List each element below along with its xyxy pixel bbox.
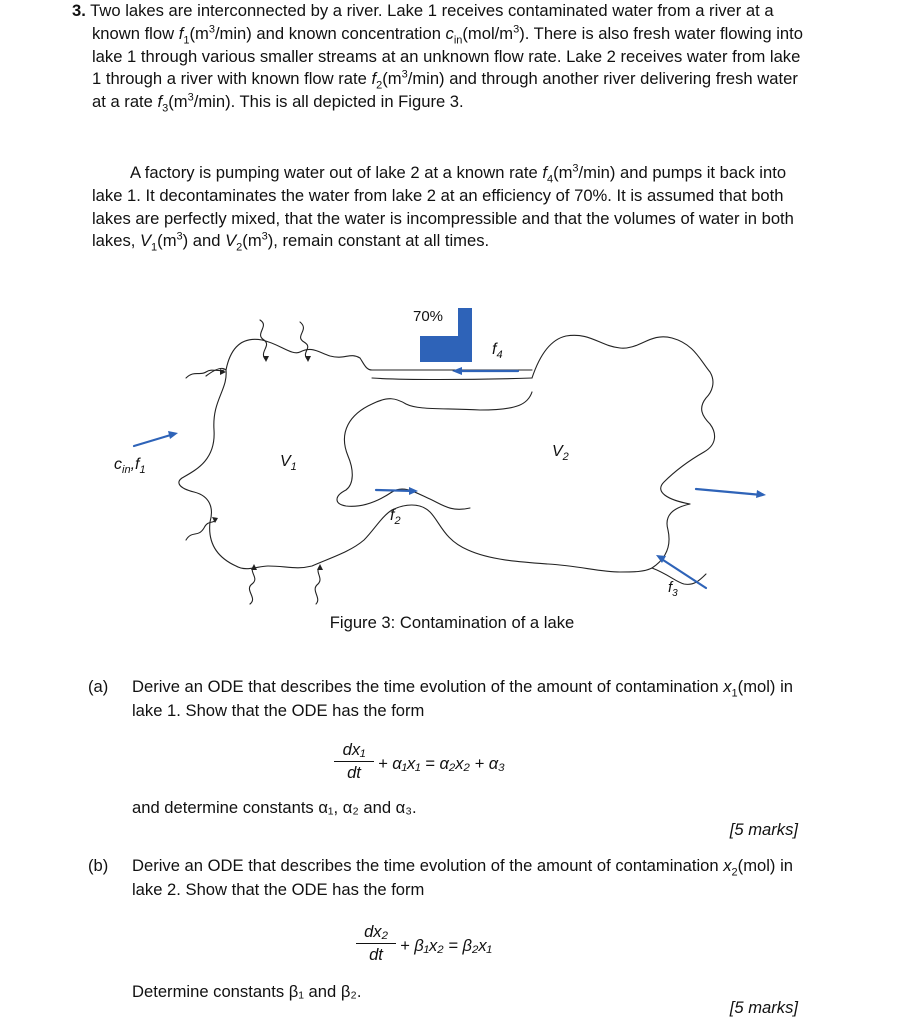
f2-arrow [376, 490, 414, 491]
cin-f1-arrowhead [168, 431, 178, 439]
f3-label: $f_3$ [668, 579, 678, 599]
part-a-fraction [334, 740, 374, 783]
peninsula-shore [337, 392, 532, 509]
cin-f1-label: $c_{in},f_1$ [114, 456, 146, 476]
question-paragraph-1: 3. Two lakes are interconnected by a river. Lake 1 receives contaminated water from a river at a known flow $f_1(m^3/\min)$ and known concentration $c_{in}(mol/m^3)$. There is also fresh water flowing into lake 1 through various smaller streams at an unknown flow rate. Lake 2 receives water from lake 1 through a river with known flow rate $f_2(m^3/\min)$ and through another river delivering fresh water at a rate $f_3(m^3/\min)$. This is all depicted in Figure 3. [72, 1, 803, 115]
question-number: 3. [72, 1, 86, 20]
f4-label: $f_4$ [492, 341, 503, 361]
lake2-bottom-shore [392, 505, 652, 572]
stream-arrowhead-5 [251, 564, 257, 570]
factory-efficiency-label: 70% [413, 308, 444, 325]
stream-left [186, 370, 224, 378]
figure-caption: Figure 3: Contamination of a lake [329, 613, 575, 632]
part-b-numerator: dx₂ [356, 922, 396, 944]
river-channel-lower [372, 378, 532, 380]
V2-label: $V_2$ [552, 443, 569, 463]
part-a-text: Derive an ODE that describes the time evolution of the amount of contamination $x_1(mol)$ in lake 1. Show that the ODE has the form [132, 677, 793, 720]
cin-f1-arrow [134, 434, 174, 446]
part-b-label: (b) [88, 856, 109, 875]
stream-bottom-left [186, 520, 216, 540]
stream-arrowhead-1 [263, 356, 269, 362]
part-a [88, 675, 808, 723]
part-b-denominator: dt [369, 945, 383, 964]
stream-arrowhead-6 [317, 564, 323, 570]
part-a-equation-rhs: + α₁x₁ = α₂x₂ + α₃ [378, 754, 505, 773]
lake2-outlet-shore [652, 504, 690, 568]
outflow-arrow [696, 489, 762, 495]
lake1-left-shore [179, 370, 226, 522]
part-a-denominator: dt [347, 763, 361, 782]
part-b-equation-rhs: + β₁x₂ = β₂x₁ [400, 936, 492, 955]
part-b-text: Derive an ODE that describes the time evolution of the amount of contamination $x_2(mol)$ in lake 2. Show that the ODE has the form [132, 856, 793, 899]
lake1-bottom-shore [210, 510, 392, 569]
part-b-determine: Determine constants β₁ and β₂. [132, 982, 362, 1001]
part-b-fraction [356, 922, 396, 965]
stream-bottom-2 [315, 566, 320, 604]
f4-arrowhead [452, 367, 462, 375]
f2-label: $f_2$ [390, 507, 401, 527]
outflow-arrowhead [756, 490, 766, 498]
part-b [88, 854, 808, 902]
lake1-top-shore [206, 339, 372, 376]
stream-top-2 [300, 322, 308, 360]
part-b-marks: [5 marks] [729, 998, 798, 1017]
stream-bottom-1 [249, 566, 254, 604]
part-a-determine: and determine constants α₁, α₂ and α₃. [132, 798, 417, 817]
part-a-label: (a) [88, 677, 109, 696]
stream-arrowhead-2 [305, 356, 311, 362]
part-a-numerator: dx₁ [334, 740, 374, 762]
lake2-top-shore [532, 335, 715, 504]
part-a-marks: [5 marks] [729, 820, 798, 839]
question-paragraph-2: A factory is pumping water out of lake 2 at a known rate $f_4(m^3/\min)$ and pumps it back into lake 1. It decontaminates the water from lake 2 at an efficiency of 70%. It is assumed that both lakes are perfectly mixed, that the water is incompressible and that the volumes of water in both lakes, $V_1(m^3)$ and $V_2(m^3)$, remain constant at all times. [92, 162, 794, 254]
f2-arrowhead [409, 487, 418, 495]
V1-label: $V_1$ [280, 453, 297, 473]
